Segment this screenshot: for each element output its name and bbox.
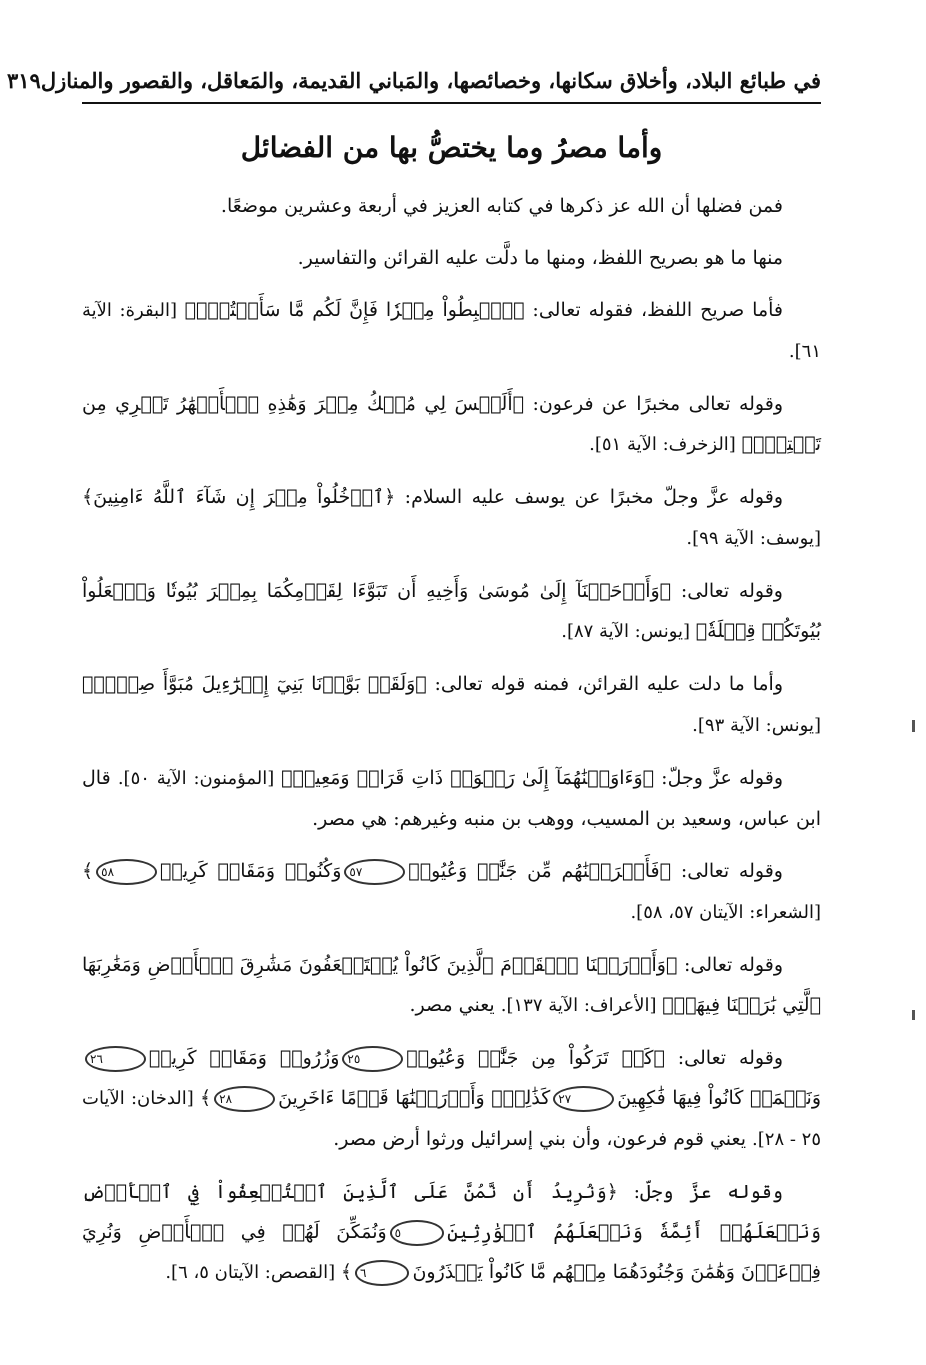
- paragraph-p9: [82, 851, 821, 933]
- quran-verse: وَنُمَكِّنَ لَهُمۡ فِي ٱلۡأَرۡضِ وَنُرِيَ فِرۡعَوۡنَ وَهَٰمَٰنَ وَجُنُودَهُمَا مِنۡهُم مَّا كَانُواْ يَحۡذَرُونَ: [82, 1221, 821, 1283]
- paragraph-p7: [82, 664, 821, 746]
- running-title: في طبائع البلاد، وأخلاق سكانها، وخصائصها، والمَباني القديمة، والمَعاقل، والقصور والمنازل: [40, 68, 821, 93]
- quran-verse: وَكُنُوزٖ وَمَقَامٖ كَرِيمٖ: [160, 860, 342, 882]
- quran-verse: وَنَعۡمَةٖ كَانُواْ فِيهَا فَٰكِهِينَ: [617, 1087, 821, 1109]
- ayah-number-marker: ٢٦: [85, 1046, 146, 1072]
- quran-verse: ﴿وَأَوۡحَيۡنَآ إِلَىٰ مُوسَىٰ وَأَخِيهِ أَن تَبَوَّءَا لِقَوۡمِكُمَا بِمِصۡرَ بُيُوتٗا وَٱجۡعَلُواْ بُيُوتَكُمۡ قِبۡلَةٗ﴾: [82, 580, 821, 642]
- verse-reference: [البقرة: الآية ٦١].: [82, 300, 821, 362]
- verse-reference: [يوسف: الآية ٩٩].: [686, 528, 821, 549]
- quran-verse: ﴿وَأَوۡرَثۡنَا ٱلۡقَوۡمَ ٱلَّذِينَ كَانُواْ يُسۡتَضۡعَفُونَ مَشَٰرِقَ ٱلۡأَرۡضِ وَمَغَٰرِبَهَا ٱلَّتِي بَٰرَكۡنَا فِيهَاۖ﴾: [82, 954, 821, 1016]
- verse-reference: [المؤمنون: الآية ٥٠].: [117, 768, 282, 789]
- ayah-number-marker: ٢٨: [214, 1086, 275, 1112]
- verse-reference: [يونس: الآية ٩٣].: [692, 715, 821, 736]
- verse-reference: [القصص: الآيتان ٥، ٦].: [165, 1262, 341, 1283]
- page: [6, 66, 821, 1305]
- quran-verse: ﴾: [82, 860, 94, 882]
- ayah-number-marker: ٥: [390, 1220, 444, 1246]
- paragraph-text: وقوله عزَّ وجلّ مخبرًا عن يوسف عليه السلام:: [395, 486, 783, 508]
- paragraph-text: وقوله عزَّ وجلّ:: [654, 767, 784, 789]
- paragraph-text: وقوله تعالى:: [671, 580, 783, 602]
- margin-mark: [912, 1010, 915, 1020]
- quran-verse: ﴿أَلَيۡسَ لِي مُلۡكُ مِصۡرَ وَهَٰذِهِ ٱلۡأَنۡهَٰرُ تَجۡرِي مِن تَحۡتِيٓۚ﴾: [82, 393, 821, 455]
- margin-mark: [912, 720, 915, 732]
- paragraph-text: وقوله تعالى:: [677, 954, 783, 976]
- quran-verse: ﴿وَنُرِيدُ أَن نَّمُنَّ عَلَى ٱلَّذِينَ ٱسۡتُضۡعِفُواْ فِي ٱلۡأَرۡضِ وَنَجۡعَلَهُمۡ أَئِمَّةٗ وَنَجۡعَلَهُمُ ٱلۡوَٰرِثِينَ: [82, 1181, 821, 1243]
- paragraph-text: يعني مصر.: [409, 994, 501, 1016]
- paragraph-text: وقوله تعالى:: [664, 1047, 783, 1069]
- verse-reference: [الشعراء: الآيتان ٥٧، ٥٨].: [630, 902, 821, 923]
- body-text: [82, 186, 821, 1293]
- ayah-number-marker: ٦: [355, 1260, 409, 1286]
- verse-reference: [الزخرف: الآية ٥١].: [589, 434, 742, 455]
- quran-verse: ﴿ٱهۡبِطُواْ مِصۡرٗا فَإِنَّ لَكُم مَّا سَأَلۡتُمۡۗ﴾: [184, 299, 525, 321]
- verse-reference: [يونس: الآية ٨٧].: [561, 621, 696, 642]
- paragraph-p10: [82, 945, 821, 1026]
- quran-verse: ﴿كَمۡ تَرَكُواْ مِن جَنَّٰتٖ وَعُيُونٖ: [406, 1047, 665, 1069]
- paragraph-p8: [82, 758, 821, 839]
- paragraph-text: يعني قوم فرعون، وأن بني إسرائيل ورثوا أرض مصر.: [333, 1128, 753, 1150]
- page-number: ٣١٩: [6, 68, 41, 93]
- paragraph-p3: [82, 290, 821, 372]
- paragraph-text: فأما صريح اللفظ، فقوله تعالى:: [524, 299, 783, 321]
- running-header: [6, 66, 821, 104]
- paragraph-text: وأما ما دلت عليه القرائن، فمنه قوله تعالى:: [426, 673, 783, 695]
- quran-verse: ﴾: [200, 1087, 212, 1109]
- paragraph-text: قال ابن عباس، وسعيد بن المسيب، ووهب بن منبه وغيرهم: هي مصر.: [82, 767, 821, 830]
- paragraph-text: منها ما هو بصريح اللفظ، ومنها ما دلَّت عليه القرائن والتفاسير.: [297, 247, 783, 269]
- quran-verse: ﴿وَلَقَدۡ بَوَّأۡنَا بَنِيٓ إِسۡرَٰٓءِيلَ مُبَوَّأَ صِدۡقٖ﴾: [82, 673, 427, 695]
- paragraph-text: وقوله عزَّ وجلّ:: [617, 1181, 783, 1203]
- paragraph-text: فمن فضلها أن الله عز ذكرها في كتابه العزيز في أربعة وعشرين موضعًا.: [220, 195, 783, 217]
- quran-verse: كَذَٰلِكَۖ وَأَوۡرَثۡنَٰهَا قَوۡمًا ءَاخَرِينَ: [278, 1087, 551, 1109]
- verse-reference: [الأعراف: الآية ١٣٧].: [500, 995, 663, 1016]
- paragraph-text: وقوله تعالى مخبرًا عن فرعون:: [524, 393, 783, 415]
- ayah-number-marker: ٢٧: [553, 1086, 614, 1112]
- quran-verse: ﴿وَءَاوَيۡنَٰهُمَآ إِلَىٰ رَبۡوَةٖ ذَاتِ قَرَارٖ وَمَعِينٖ﴾: [281, 767, 655, 789]
- paragraph-text: وقوله تعالى:: [671, 860, 783, 882]
- quran-verse: وَزُرُوعٖ وَمَقَامٖ كَرِيمٖ: [148, 1047, 340, 1069]
- paragraph-p5: [82, 477, 821, 559]
- paragraph-p2: [82, 238, 821, 278]
- ayah-number-marker: ٥٧: [344, 859, 405, 885]
- quran-verse: ﴿فَأَخۡرَجۡنَٰهُم مِّن جَنَّٰتٖ وَعُيُونٖ: [408, 860, 672, 882]
- verse-reference: [الدخان: الآيات ٢٥ - ٢٨].: [82, 1088, 821, 1150]
- paragraph-p12: [82, 1172, 821, 1293]
- quran-verse: ﴾: [340, 1261, 353, 1283]
- ayah-number-marker: ٥٨: [96, 859, 157, 885]
- quran-verse: ﴿ٱدۡخُلُواْ مِصۡرَ إِن شَآءَ ٱللَّهُ ءَامِنِينَ﴾: [82, 486, 396, 508]
- chapter-title: وأما مصرُ وما يختصُّ بها من الفضائل: [240, 131, 663, 164]
- paragraph-p6: [82, 571, 821, 652]
- paragraph-p4: [82, 384, 821, 465]
- paragraph-p11: [82, 1038, 821, 1160]
- paragraph-p1: [82, 186, 821, 226]
- ayah-number-marker: ٢٥: [342, 1046, 403, 1072]
